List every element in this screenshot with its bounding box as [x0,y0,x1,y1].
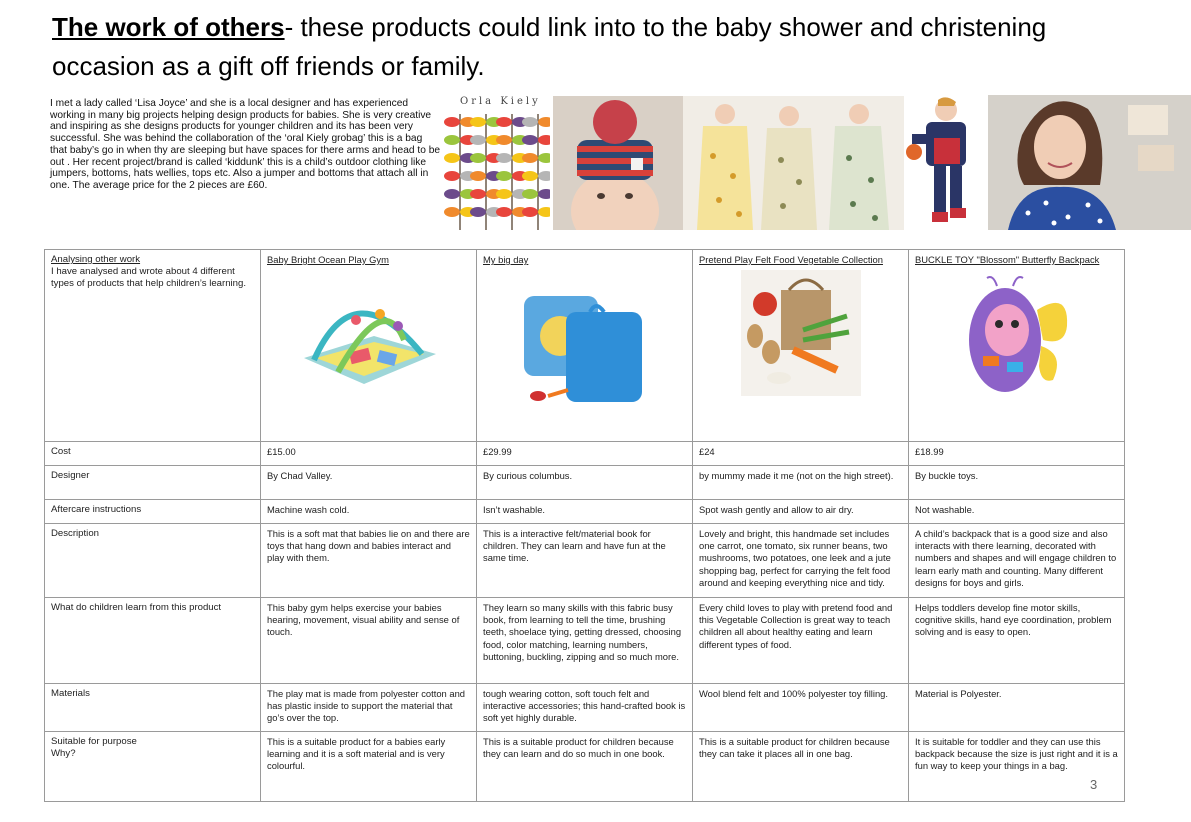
table-cell: This is a suitable product for children because they can learn and do so much in one book. [477,732,693,802]
product-cell-felt-food [693,250,909,442]
table-cell: £29.99 [477,442,693,466]
grobag-sleeping-bags-photo [683,96,904,230]
designer-portrait-photo [988,95,1191,230]
table-header-row [45,250,1125,442]
table-cell: Machine wash cold. [261,500,477,524]
designer-illustration [988,95,1191,230]
product-cell-play-gym [261,250,477,442]
table-cell: This is a soft mat that babies lie on and there are toys that hang down and babies interact and play with them. [261,524,477,598]
table-cell: This is a suitable product for a babies early learning and it is a soft material and is very colourful. [261,732,477,802]
table-cell: This baby gym helps exercise your babies hearing, movement, visual ability and sense of touch. [261,598,477,684]
table-row [45,684,1125,732]
butterfly-backpack-image [957,270,1077,398]
table-row [45,524,1125,598]
product-title: Pretend Play Felt Food Vegetable Collection [699,254,883,265]
table-cell: They learn so many skills with this fabric busy book, from learning to tell the time, brushing teeth, shoelace tying, getting dressed, choosing food, color matching, learning numbers, buttoning, buckling, zipping and so much more. [477,598,693,684]
baby-hat-illustration [553,96,683,230]
felt-food-image [741,270,861,396]
orla-kiely-pattern-image [442,96,550,230]
leaf-pattern [442,96,550,230]
table-cell: Not washable. [909,500,1125,524]
row-label: Suitable for purpose Why? [45,732,261,802]
product-cell-backpack [909,250,1125,442]
product-title: My big day [483,254,529,265]
table-cell: by mummy made it me (not on the high street). [693,466,909,500]
table-row [45,500,1125,524]
table-cell: By buckle toys. [909,466,1125,500]
table-cell: A child’s backpack that is a good size and also interacts with there learning, decorated with numbers and shapes and will engage children to learn early math and counting. Many different designs for boys and girls. [909,524,1125,598]
table-cell: Isn’t washable. [477,500,693,524]
play-gym-image [294,280,444,400]
row-label: Materials [45,684,261,732]
orla-kiely-logo: Orla Kiely [460,96,541,107]
table-cell: Spot wash gently and allow to air dry. [693,500,909,524]
corner-cell [45,250,261,442]
table-cell: Wool blend felt and 100% polyester toy filling. [693,684,909,732]
table-cell: By curious columbus. [477,466,693,500]
table-cell: Every child loves to play with pretend food and this Vegetable Collection is great way to teach children all about healthy eating and learn different types of food. [693,598,909,684]
title-underlined: The work of others [52,12,285,42]
title-rest: - these products could link into to the baby shower and christening occasion as a gift off friends or family. [52,12,1047,81]
intro-paragraph: I met a lady called ‘Lisa Joyce’ and she is a local designer and has experienced working in many big projects helping design products for babies. She is very creative and inspiring as she designs products for younger children and its has been very successful. She was behind the collaboration of the ‘oral Kiely grobag’ this is a bag that baby’s go in when thy are sleeping but have spaces for there arms and head to be out . Her recent project/brand is called ‘kiddunk’ this is a child’s outdoor clothing like jumpers, bottoms, hats wellies, tops etc. Also a jumper and bottoms that attach all in one. The average price for the 2 pieces are £60. [50,98,441,191]
table-row [45,598,1125,684]
table-cell: Helps toddlers develop fine motor skills, cognitive skills, hand eye coordination, problem solving and is easy to open. [909,598,1125,684]
sleeping-bags-illustration [683,96,904,230]
table-row [45,732,1125,802]
page-title [52,8,1052,86]
table-cell: Material is Polyester. [909,684,1125,732]
row-label: Cost [45,442,261,466]
page-number: 3 [1090,777,1098,792]
table-cell: £18.99 [909,442,1125,466]
big-day-book-image [520,278,650,413]
baby-bobble-hat-photo [553,96,683,230]
row-label: Aftercare instructions [45,500,261,524]
table-row [45,442,1125,466]
table-cell: £24 [693,442,909,466]
corner-text: I have analysed and wrote about 4 different types of products that help children’s learning. [51,266,247,290]
table-cell: The play mat is made from polyester cotton and has plastic inside to support the material that go’s over the top. [261,684,477,732]
row-label: Designer [45,466,261,500]
product-title: Baby Bright Ocean Play Gym [267,254,389,265]
corner-heading: Analysing other work [51,254,141,265]
table-cell: This is a interactive felt/material book for children. They can learn and have fun at the same time. [477,524,693,598]
analysis-table [44,249,1125,802]
product-cell-book [477,250,693,442]
table-cell: tough wearing cotton, soft touch felt and interactive accessories; this hand-crafted book is soft yet highly durable. [477,684,693,732]
toddler-illustration [904,96,987,230]
row-label: Description [45,524,261,598]
table-cell: £15.00 [261,442,477,466]
table-cell: This is a suitable product for children because they can take it places all in one bag. [693,732,909,802]
product-title: BUCKLE TOY "Blossom" Butterfly Backpack [915,254,1100,265]
toddler-outfit-photo [904,96,987,230]
table-cell: It is suitable for toddler and they can use this backpack because the size is just right and it is a fun way to keep your things in a bag. [909,732,1125,802]
table-row [45,466,1125,500]
table-cell: By Chad Valley. [261,466,477,500]
table-cell: Lovely and bright, this handmade set includes one carrot, one tomato, six runner beans, two mushrooms, two potatoes, one leek and a jute shopping bag, perfect for carrying the felt food around and keeping everything nice and tidy. [693,524,909,598]
row-label: What do children learn from this product [45,598,261,684]
